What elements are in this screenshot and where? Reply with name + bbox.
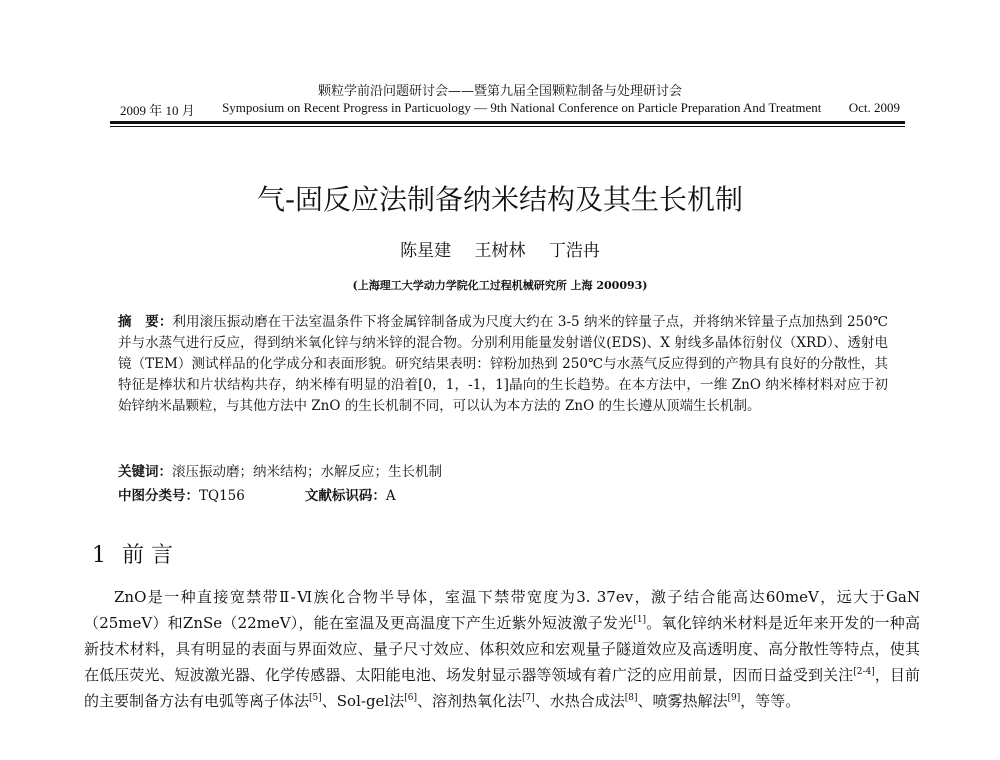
citation: [2-4] xyxy=(853,667,875,677)
symposium-en: Symposium on Recent Progress in Particuology — 9th National Conference on Particle Preparation And Treatment xyxy=(222,100,822,115)
author: 丁浩冉 xyxy=(548,241,600,261)
classification xyxy=(118,484,888,504)
header-rule-thin xyxy=(110,126,905,127)
citation: [7] xyxy=(521,693,535,703)
abstract-text: 利用滚压振动磨在干法室温条件下将金属锌制备成为尺度大约在 3-5 纳米的锌量子点，并将纳米锌量子点加热到 250℃并与水蒸气进行反应，得到纳米氧化锌与纳米锌的混合物。分别利用能量发射谱仪(EDS)、X 射线多晶体衍射仪（XRD）、透射电镜（TEM）测试样品的化学成分和表面形貌。研究结果表明：锌粉加热到 250℃与水蒸气反应得到的产物具有良好的分散性，其特征是棒状和片状结构共存，纳米棒有明显的沿着[0，1，-1，1]晶向的生长趋势。在本方法中，一维 ZnO 纳米棒材料对应于初始锌纳米晶颗粒，与其他方法中 ZnO 的生长机制不同，可以认为本方法的 ZnO 的生长遵从顶端生长机制。 xyxy=(118,314,888,414)
author: 王树林 xyxy=(474,241,526,261)
keywords-label: 关键词： xyxy=(118,464,172,480)
paper-title: 气-固反应法制备纳米结构及其生长机制 xyxy=(256,183,744,216)
citation: [9] xyxy=(727,693,741,703)
keywords xyxy=(118,460,888,480)
author-list xyxy=(0,236,1000,261)
section-body xyxy=(84,584,920,714)
affiliation: (上海理工大学动力学院化工过程机械研究所 上海 200093) xyxy=(352,279,648,292)
section-number: 1 xyxy=(92,543,106,568)
doc-code-value: A xyxy=(385,488,396,504)
paragraph: ZnO是一种直接宽禁带Ⅱ-Ⅵ族化合物半导体，室温下禁带宽度为3. 37ev，激子结合能高达60meV，远大于GaN（25meV）和ZnSe（22meV），能在室温及更高温度下产生近紫外短波激子发光[1]。氧化锌纳米材料是近年来开发的一种高新技术材料，具有明显的表面与界面效应、量子尺寸效应、体积效应和宏观量子隧道效应及高透明度、高分散性等特点，使其在低压荧光、短波激光器、化学传感器、太阳能电池、场发射显示器等领域有着广泛的应用前景，因而日益受到关注[2-4]，目前的主要制备方法有电弧等离子体法[5]、Sol-gel法[6]、溶剂热氧化法[7]、水热合成法[8]、喷雾热解法[9]，等等。 xyxy=(84,588,920,710)
date-cn: 2009 年 10 月 xyxy=(120,103,195,118)
author: 陈星建 xyxy=(400,241,452,261)
keywords-value: 滚压振动磨；纳米结构；水解反应；生长机制 xyxy=(172,464,442,480)
conference-header-cn: 颗粒学前沿问题研讨会——暨第九届全国颗粒制备与处理研讨会 xyxy=(317,84,682,99)
section-title: 前 言 xyxy=(122,543,173,568)
doc-code-label: 文献标识码： xyxy=(304,488,386,504)
date-en: Oct. 2009 xyxy=(848,100,900,115)
class-value: TQ156 xyxy=(199,488,245,504)
citation: [6] xyxy=(404,693,417,703)
citation: [5] xyxy=(309,693,322,703)
conference-header-en xyxy=(120,100,900,119)
section-heading xyxy=(92,538,173,569)
citation: [1] xyxy=(633,615,647,625)
class-label: 中图分类号： xyxy=(118,488,199,504)
citation: [8] xyxy=(624,693,638,703)
header-rule-thick xyxy=(110,121,905,124)
abstract xyxy=(118,312,888,417)
abstract-label: 摘 要： xyxy=(118,314,173,330)
